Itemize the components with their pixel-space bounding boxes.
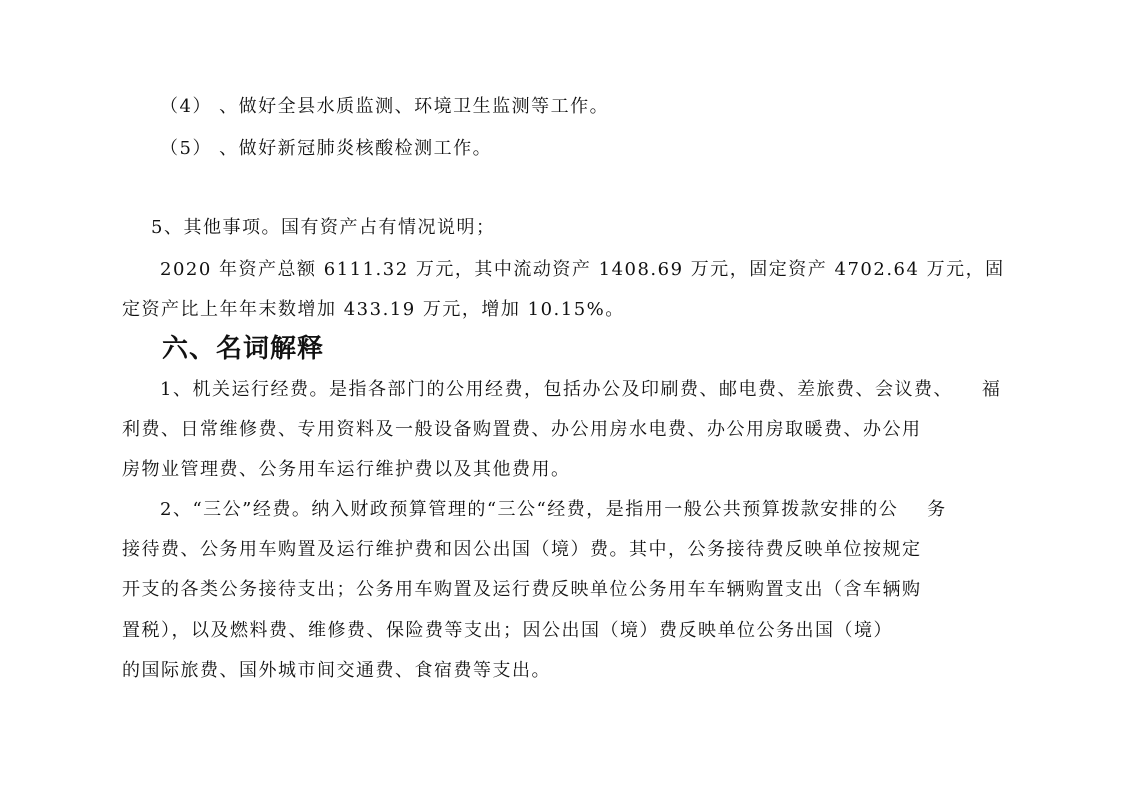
assets-paragraph-line-2: 定资产比上年年末数增加 433.19 万元，增加 10.15%。 [122,299,625,320]
definition-2-line-5: 的国际旅费、国外城市间交通费、食宿费等支出。 [122,660,551,681]
section-heading: 六、名词解释 [162,334,325,364]
definition-2-line-1: 2、“三公”经费。纳入财政预算管理的“三公“经费，是指用一般公共预算拨款安排的公 务 [160,499,947,520]
definition-2-line-4: 置税），以及燃料费、维修费、保险费等支出；因公出国（境）费反映单位公务出国（境） [122,620,893,641]
definition-1-line-3: 房物业管理费、公务用车运行维护费以及其他费用。 [122,459,571,480]
definition-2-line-2: 接待费、公务用车购置及运行维护费和因公出国（境）费。其中，公务接待费反映单位按规定 [122,539,922,560]
assets-paragraph-line-1: 2020 年资产总额 6111.32 万元，其中流动资产 1408.69 万元，固定资产 4702.64 万元，固 [160,259,1005,280]
item-5-text: （5） 、做好新冠肺炎核酸检测工作。 [160,138,493,159]
definition-2-line-3: 开支的各类公务接待支出；公务用车购置及运行费反映单位公务用车车辆购置支出（含车辆购 [122,579,922,600]
definition-1-line-1: 1、机关运行经费。是指各部门的公用经费，包括办公及印刷费、邮电费、差旅费、会议费、 福 [160,379,1002,400]
definition-1-line-2: 利费、日常维修费、专用资料及一般设备购置费、办公用房水电费、办公用房取暖费、办公用 [122,419,922,440]
other-matters-title: 5、其他事项。国有资产占有情况说明； [151,217,496,238]
item-4-text: （4） 、做好全县水质监测、环境卫生监测等工作。 [160,96,610,117]
